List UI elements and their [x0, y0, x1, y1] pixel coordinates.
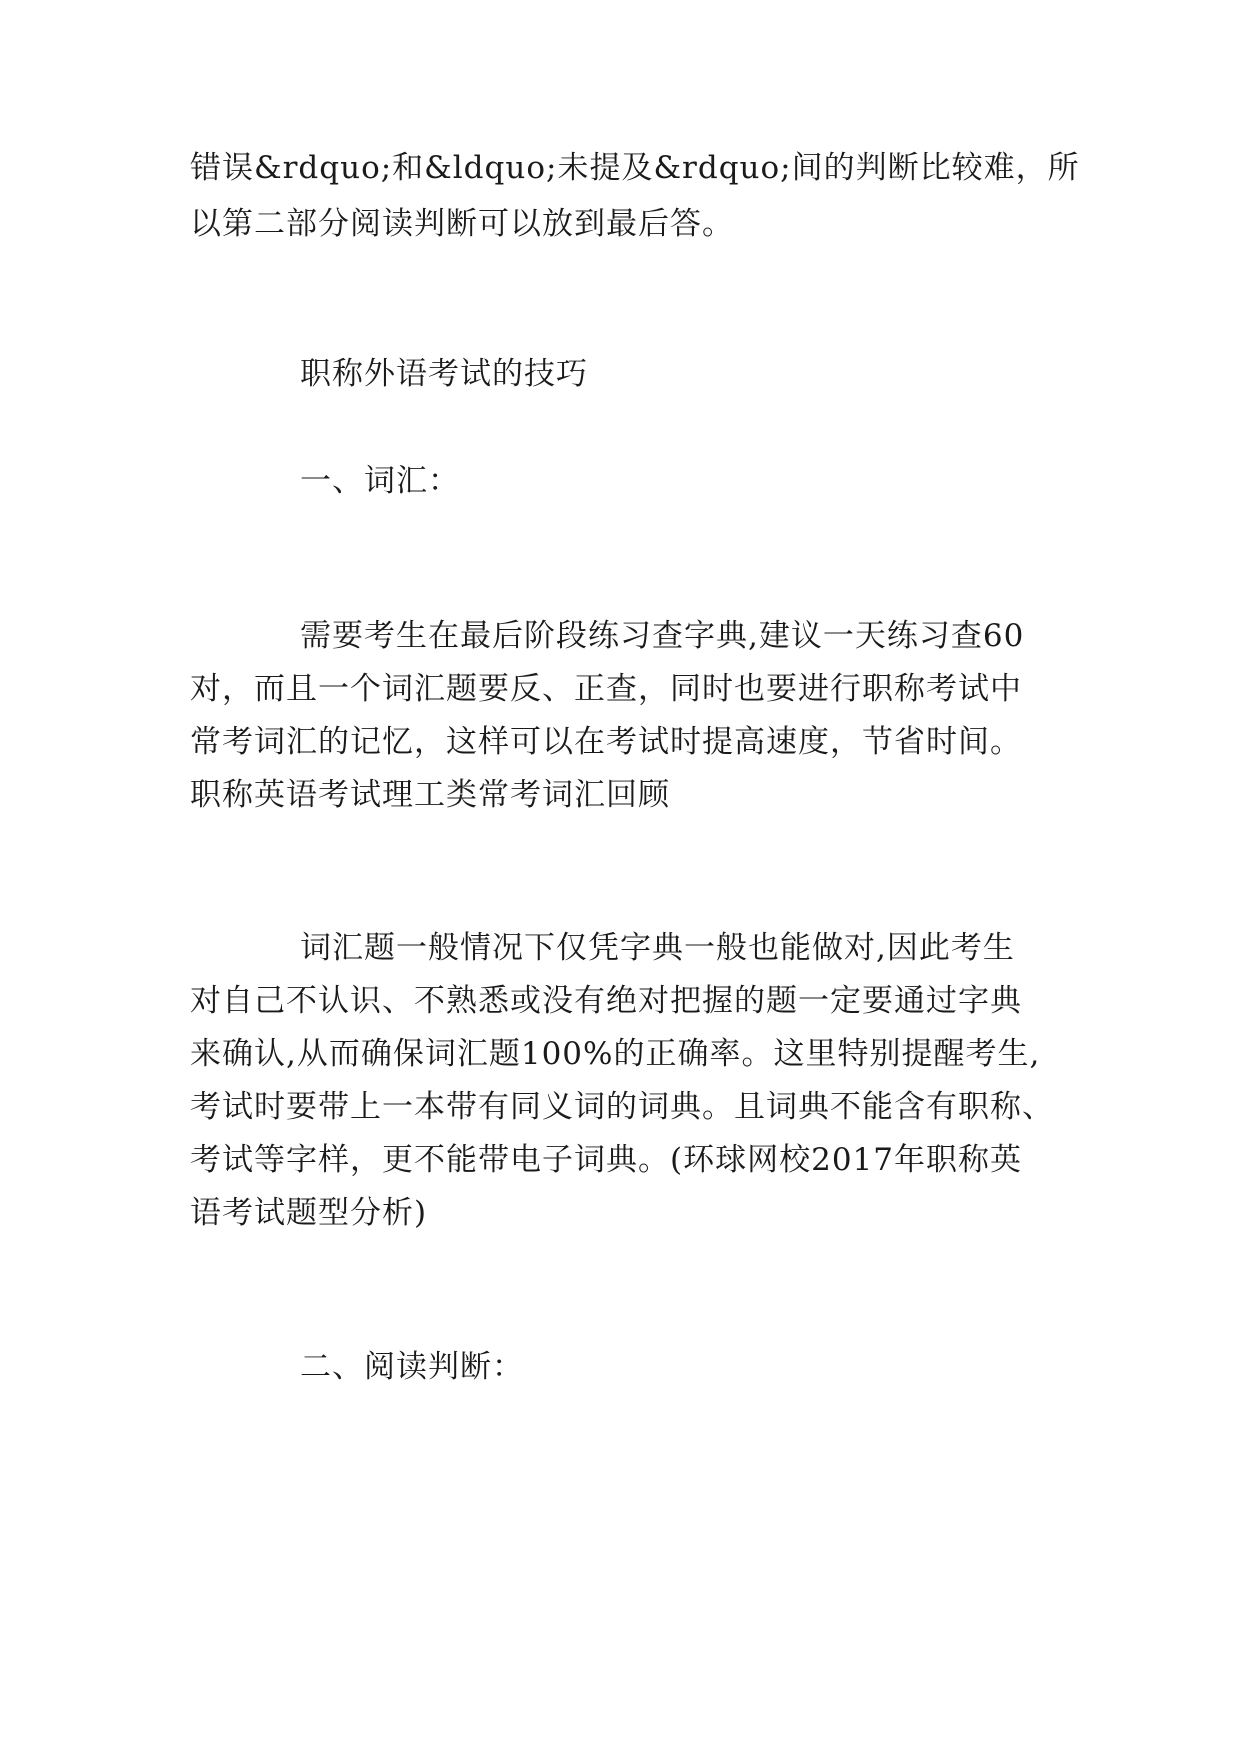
para-2-line-3: 来确认,从而确保词汇题100%的正确率。这里特别提醒考生,: [190, 1036, 1041, 1072]
para-2-line-4: 考试时要带上一本带有同义词的词典。且词典不能含有职称、: [190, 1089, 1054, 1125]
para-1-line-1: 需要考生在最后阶段练习查字典,建议一天练习查60: [300, 618, 1025, 654]
para-1-line-4: 职称英语考试理工类常考词汇回顾: [190, 777, 670, 813]
para-2-line-6: 语考试题型分析): [190, 1195, 428, 1231]
para-1-line-3: 常考词汇的记忆，这样可以在考试时提高速度，节省时间。: [190, 724, 1022, 760]
para-2-line-1: 词汇题一般情况下仅凭字典一般也能做对,因此考生: [300, 930, 1015, 966]
section-title: 职称外语考试的技巧: [300, 356, 588, 392]
heading-reading-judgement: 二、阅读判断：: [300, 1349, 524, 1385]
para-2-line-2: 对自己不认识、不熟悉或没有绝对把握的题一定要通过字典: [190, 983, 1022, 1019]
para-2-line-5: 考试等字样，更不能带电子词典。(环球网校2017年职称英: [190, 1142, 1022, 1178]
heading-vocabulary: 一、词汇：: [300, 463, 460, 499]
intro-line-2: 以第二部分阅读判断可以放到最后答。: [190, 206, 734, 242]
intro-line-1: 错误&rdquo;和&ldquo;未提及&rdquo;间的判断比较难，所: [190, 150, 1080, 186]
para-1-line-2: 对，而且一个词汇题要反、正查，同时也要进行职称考试中: [190, 671, 1022, 707]
